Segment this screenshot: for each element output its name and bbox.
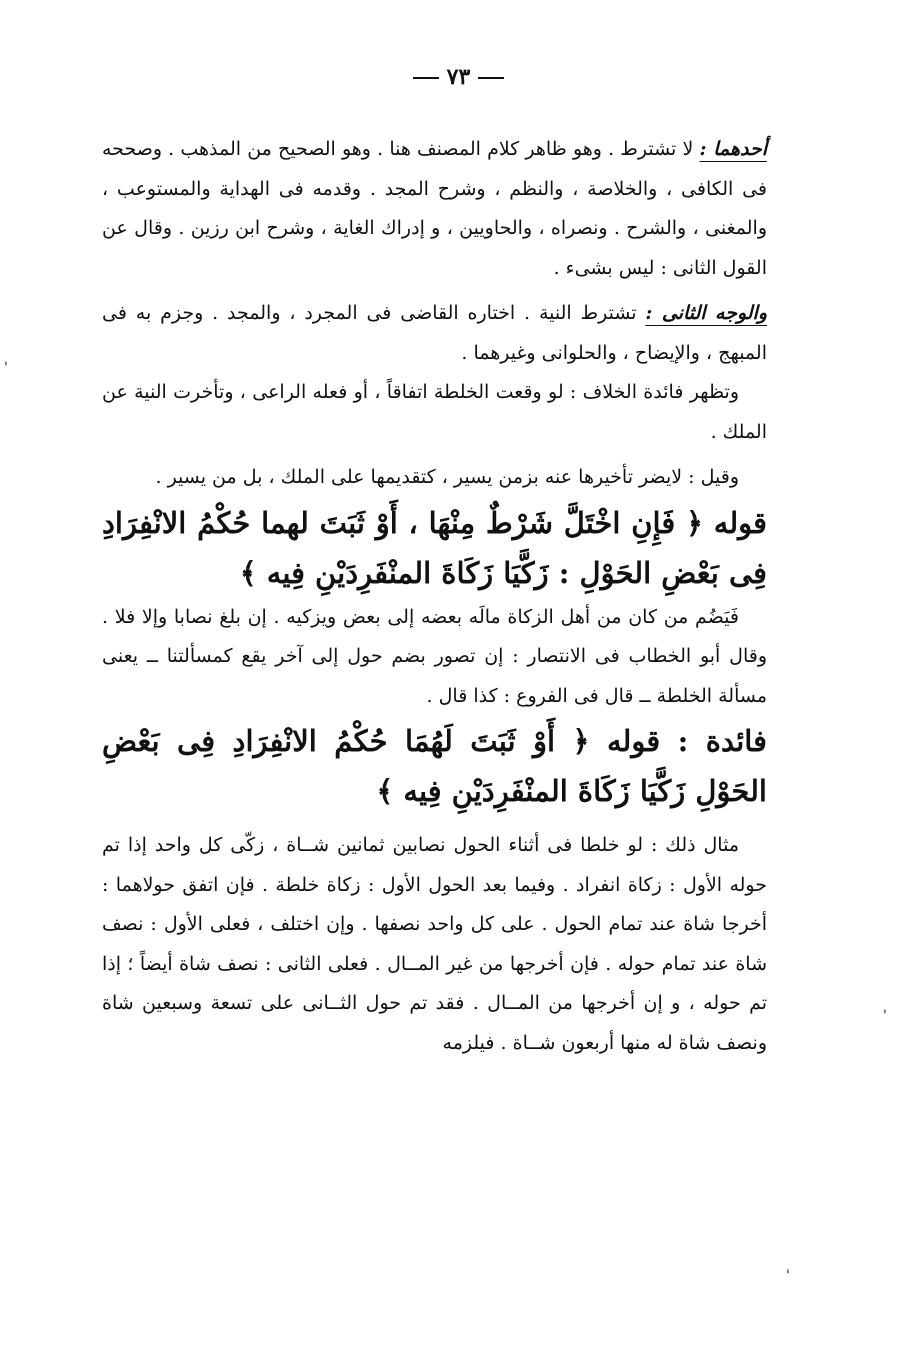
paragraph-explanation (102, 598, 767, 717)
page-body (102, 130, 767, 1063)
paragraph-text: فَيَضُم من كان من أهل الزكاة مالَه بعضه إلى بعض ويزكيه . إن بلغ نصابا وإلا فلا . وقال أبو الخطاب فى الانتصار : إن تصور بضم حول إلى آخر يقع كمسألتنا ــ يعنى مسألة الخلطة ــ قال فى الفروع : كذا قال . (102, 605, 767, 707)
paragraph-second-view (102, 294, 767, 373)
paragraph-lead: أحدهما : (699, 138, 767, 160)
header-dash-left (478, 77, 504, 79)
quote-text: ﴿ فَإِنِ اخْتَلَّ شَرْطٌ مِنْهَا ، أَوْ ثَبَتَ لهما حُكْمُ الانْفِرَادِ فِى بَعْضِ الحَوْلِ : زَكَّيَا زَكَاةَ المنْفَرِدَيْنِ فِيه ﴾ (102, 505, 767, 590)
page-number: ٧٣ (446, 64, 471, 90)
paragraph-first-view (102, 130, 767, 288)
paragraph-lead: والوجه الثانى : (645, 302, 768, 324)
quote-lead: قوله (713, 505, 767, 540)
margin-speck: ' (786, 1268, 790, 1284)
paragraph-text: مثال ذلك : لو خلطا فى أثناء الحول نصابين ثمانين شــاة ، زكّى كل واحد إذا تم حوله الأول : زكاة انفراد . وفيما بعد الحول الأول : زكاة خلطة . فإن اتفق حولاهما : أخرجا شاة عند تمام الحول . على كل واحد نصفها . وإن اختلف ، فعلى الأول : نصف شاة عند تمام حوله . فإن أخرجها من غير المــال . فعلى الثانى : نصف شاة أيضاً ؛ إذا تم حوله ، و إن أخرجها من المــال . فقد تم حول الثــانى على تسعة وسبعين شاة ونصف شاة له منها أربعون شــاة . فيلزمه (102, 834, 767, 1054)
paragraph-example (102, 826, 767, 1063)
margin-speck: ' (883, 1008, 887, 1024)
paragraph-alternate-opinion (102, 458, 767, 498)
quote-text: ﴿ أَوْ ثَبَتَ لَهُمَا حُكْمُ الانْفِرَادِ فِى بَعْضِ الحَوْلِ زَكَّيَا زَكَاةَ المنْفَرِدَيْنِ فِيه ﴾ (102, 724, 767, 808)
quoted-text-main (102, 498, 767, 598)
quote-lead: فائدة : قوله (606, 724, 767, 758)
paragraph-text: تشترط النية . اختاره القاضى فى المجرد ، والمجد . وجزم به فى المبهج ، والإيضاح ، والحلوانى وغيرهما . (102, 302, 767, 364)
paragraph-text: وتظهر فائدة الخلاف : لو وقعت الخلطة اتفاقاً ، أو فعله الراعى ، وتأخرت النية عن الملك . (102, 381, 767, 443)
margin-speck: ' (4, 360, 8, 376)
page-header (0, 64, 917, 90)
paragraph-text: وقيل : لايضر تأخيرها عنه بزمن يسير ، كتقديمها على الملك ، بل من يسير . (155, 466, 739, 488)
quoted-text-note (102, 716, 767, 816)
header-dash-right (413, 77, 439, 79)
paragraph-dispute-benefit (102, 373, 767, 452)
paragraph-text: لا تشترط . وهو ظاهر كلام المصنف هنا . وهو الصحيح من المذهب . وصححه فى الكافى ، والخلاصة ، والنظم ، وشرح المجد . وقدمه فى الهداية والمستوعب ، والمغنى ، والشرح . ونصراه ، والحاويين ، و إدراك الغاية ، وشرح ابن رزين . وقال عن القول الثانى : ليس بشىء . (102, 138, 767, 279)
